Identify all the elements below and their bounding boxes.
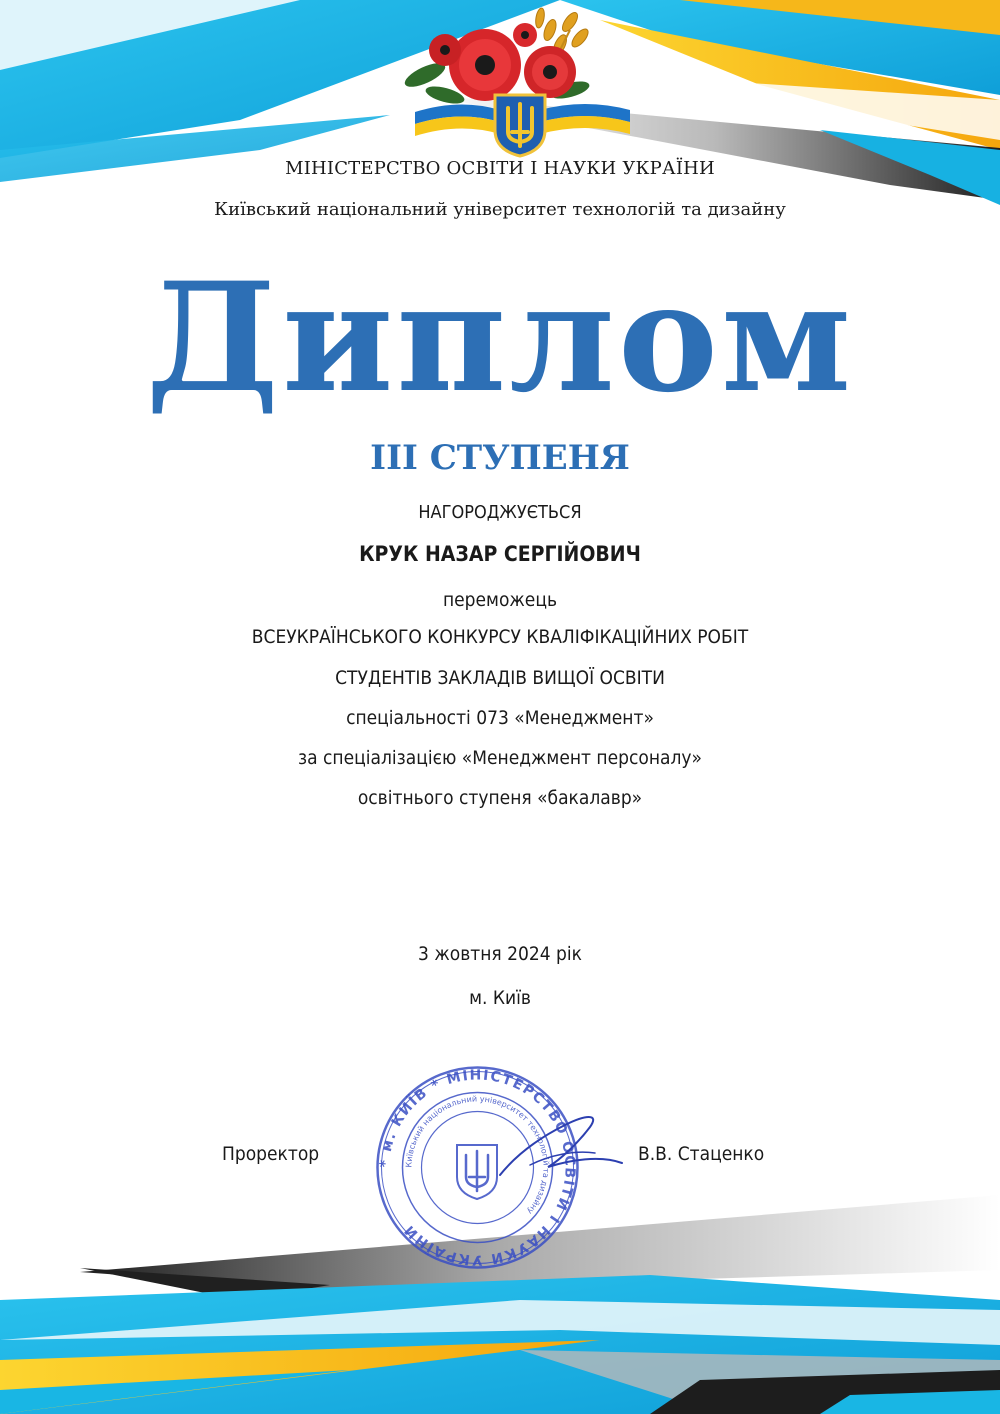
winner-label: переможець: [442, 589, 558, 611]
contest-line-2: СТУДЕНТІВ ЗАКЛАДІВ ВИЩОЇ ОСВІТИ: [335, 667, 665, 689]
specialization-line: за спеціалізацією «Менеджмент персоналу»: [298, 747, 702, 769]
degree-level: III СТУПЕНЯ: [370, 438, 630, 478]
diploma-title: Диплом: [145, 250, 855, 426]
university-title: Київський національний університет технологій та дизайну: [214, 199, 786, 220]
seal-outer-text: * м. КИЇВ * МІНІСТЕРСТВО ОСВІТИ І НАУКИ УКРАЇНИ: [377, 1067, 578, 1268]
awarded-label: НАГОРОДЖУЄТЬСЯ: [418, 502, 582, 523]
issue-date: 3 жовтня 2024 рік: [418, 943, 582, 965]
emblem-trident-poppies: [400, 0, 640, 160]
degree-level-line: освітнього ступеня «бакалавр»: [357, 787, 643, 809]
signer-name: В.В. Стаценко: [638, 1143, 765, 1165]
ministry-title: МІНІСТЕРСТВО ОСВІТИ І НАУКИ УКРАЇНИ: [285, 158, 715, 179]
recipient-name: КРУК НАЗАР СЕРГІЙОВИЧ: [359, 542, 641, 566]
seal-inner-text: Київський національний університет технологій та дизайну: [404, 1094, 551, 1216]
specialty-line: спеціальності 073 «Менеджмент»: [346, 707, 654, 729]
signature: [490, 1105, 630, 1195]
contest-line-1: ВСЕУКРАЇНСЬКОГО КОНКУРСУ КВАЛІФІКАЦІЙНИХ РОБІТ: [251, 626, 749, 648]
signer-position: Проректор: [222, 1143, 320, 1165]
issue-city: м. Київ: [469, 987, 531, 1009]
